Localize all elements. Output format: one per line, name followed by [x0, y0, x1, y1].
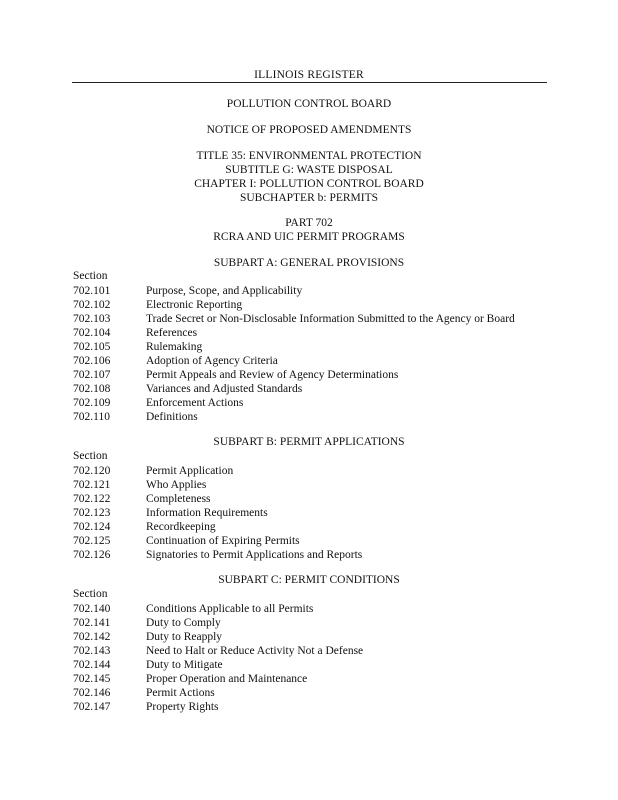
section-row	[73, 396, 243, 410]
section-title: Adoption of Agency Criteria	[146, 355, 278, 367]
subchapter-line: SUBCHAPTER b: PERMITS	[239, 192, 379, 204]
section-title: Conditions Applicable to all Permits	[146, 603, 314, 615]
section-row	[73, 298, 242, 312]
section-title: Permit Appeals and Review of Agency Determinations	[146, 369, 399, 381]
section-label: Section	[73, 588, 108, 600]
section-row	[73, 644, 363, 658]
part-number: PART 702	[285, 217, 333, 229]
section-title: Rulemaking	[146, 341, 203, 353]
subpart-heading: SUBPART A: GENERAL PROVISIONS	[213, 257, 405, 269]
section-title: Who Applies	[146, 479, 207, 491]
section-title: Variances and Adjusted Standards	[146, 383, 303, 395]
section-number: 702.145	[73, 673, 111, 685]
section-row	[73, 686, 215, 700]
section-title: Definitions	[146, 411, 198, 423]
section-title: Electronic Reporting	[146, 299, 243, 311]
section-number: 702.126	[73, 549, 111, 561]
section-title: Signatories to Permit Applications and Reports	[146, 549, 363, 561]
section-number: 702.142	[73, 631, 111, 643]
section-row	[73, 520, 216, 534]
section-label: Section	[73, 270, 108, 282]
title-line: TITLE 35: ENVIRONMENTAL PROTECTION	[196, 150, 422, 162]
section-row	[73, 326, 197, 340]
section-number: 702.141	[73, 617, 111, 629]
agency-name: POLLUTION CONTROL BOARD	[226, 98, 392, 110]
section-title: References	[146, 327, 198, 339]
section-number: 702.140	[73, 603, 111, 615]
subpart-heading: SUBPART C: PERMIT CONDITIONS	[218, 574, 400, 586]
section-row	[73, 602, 313, 616]
section-title: Permit Application	[146, 465, 234, 477]
section-row	[73, 368, 398, 382]
section-number: 702.108	[73, 383, 111, 395]
section-number: 702.109	[73, 397, 111, 409]
register-header: ILLINOIS REGISTER	[254, 69, 364, 81]
notice-title: NOTICE OF PROPOSED AMENDMENTS	[206, 124, 412, 136]
section-row	[73, 382, 302, 396]
section-title: Purpose, Scope, and Applicability	[146, 285, 303, 297]
section-title: Recordkeeping	[146, 521, 216, 533]
section-number: 702.101	[73, 285, 111, 297]
section-number: 702.122	[73, 493, 111, 505]
section-row	[73, 478, 206, 492]
section-row	[73, 354, 278, 368]
section-title: Information Requirements	[146, 507, 268, 519]
section-number: 702.105	[73, 341, 111, 353]
section-row	[73, 700, 219, 714]
section-title: Duty to Comply	[146, 617, 221, 629]
section-row	[73, 312, 515, 326]
section-number: 702.125	[73, 535, 111, 547]
section-title: Need to Halt or Reduce Activity Not a Defense	[146, 645, 364, 657]
section-number: 702.110	[73, 411, 110, 423]
section-row	[73, 630, 222, 644]
section-title: Property Rights	[146, 701, 219, 713]
subtitle-line: SUBTITLE G: WASTE DISPOSAL	[225, 164, 393, 176]
section-number: 702.123	[73, 507, 111, 519]
section-row	[73, 492, 211, 506]
section-title: Completeness	[146, 493, 211, 505]
section-title: Trade Secret or Non-Disclosable Information Submitted to the Agency or Board	[146, 313, 515, 325]
section-title: Enforcement Actions	[146, 397, 244, 409]
section-number: 702.120	[73, 465, 111, 477]
section-title: Proper Operation and Maintenance	[146, 673, 308, 685]
section-number: 702.144	[73, 659, 111, 671]
section-number: 702.143	[73, 645, 111, 657]
section-title: Duty to Reapply	[146, 631, 223, 643]
section-row	[73, 464, 233, 478]
section-number: 702.121	[73, 479, 111, 491]
section-row	[73, 284, 302, 298]
section-number: 702.107	[73, 369, 111, 381]
section-title: Permit Actions	[146, 687, 215, 699]
section-number: 702.147	[73, 701, 111, 713]
section-number: 702.124	[73, 521, 111, 533]
section-row	[73, 616, 221, 630]
header-rule	[72, 82, 547, 83]
section-row	[73, 548, 362, 562]
section-row	[73, 534, 300, 548]
section-number: 702.104	[73, 327, 111, 339]
section-row	[73, 340, 202, 354]
section-number: 702.106	[73, 355, 111, 367]
section-title: Continuation of Expiring Permits	[146, 535, 300, 547]
section-row	[73, 410, 198, 424]
section-row	[73, 672, 307, 686]
subpart-heading: SUBPART B: PERMIT APPLICATIONS	[213, 436, 405, 448]
section-number: 702.103	[73, 313, 111, 325]
section-row	[73, 506, 268, 520]
section-label: Section	[73, 450, 108, 462]
section-title: Duty to Mitigate	[146, 659, 223, 671]
part-name: RCRA AND UIC PERMIT PROGRAMS	[213, 231, 405, 243]
section-number: 702.146	[73, 687, 111, 699]
chapter-line: CHAPTER I: POLLUTION CONTROL BOARD	[194, 178, 424, 190]
section-number: 702.102	[73, 299, 111, 311]
section-row	[73, 658, 223, 672]
